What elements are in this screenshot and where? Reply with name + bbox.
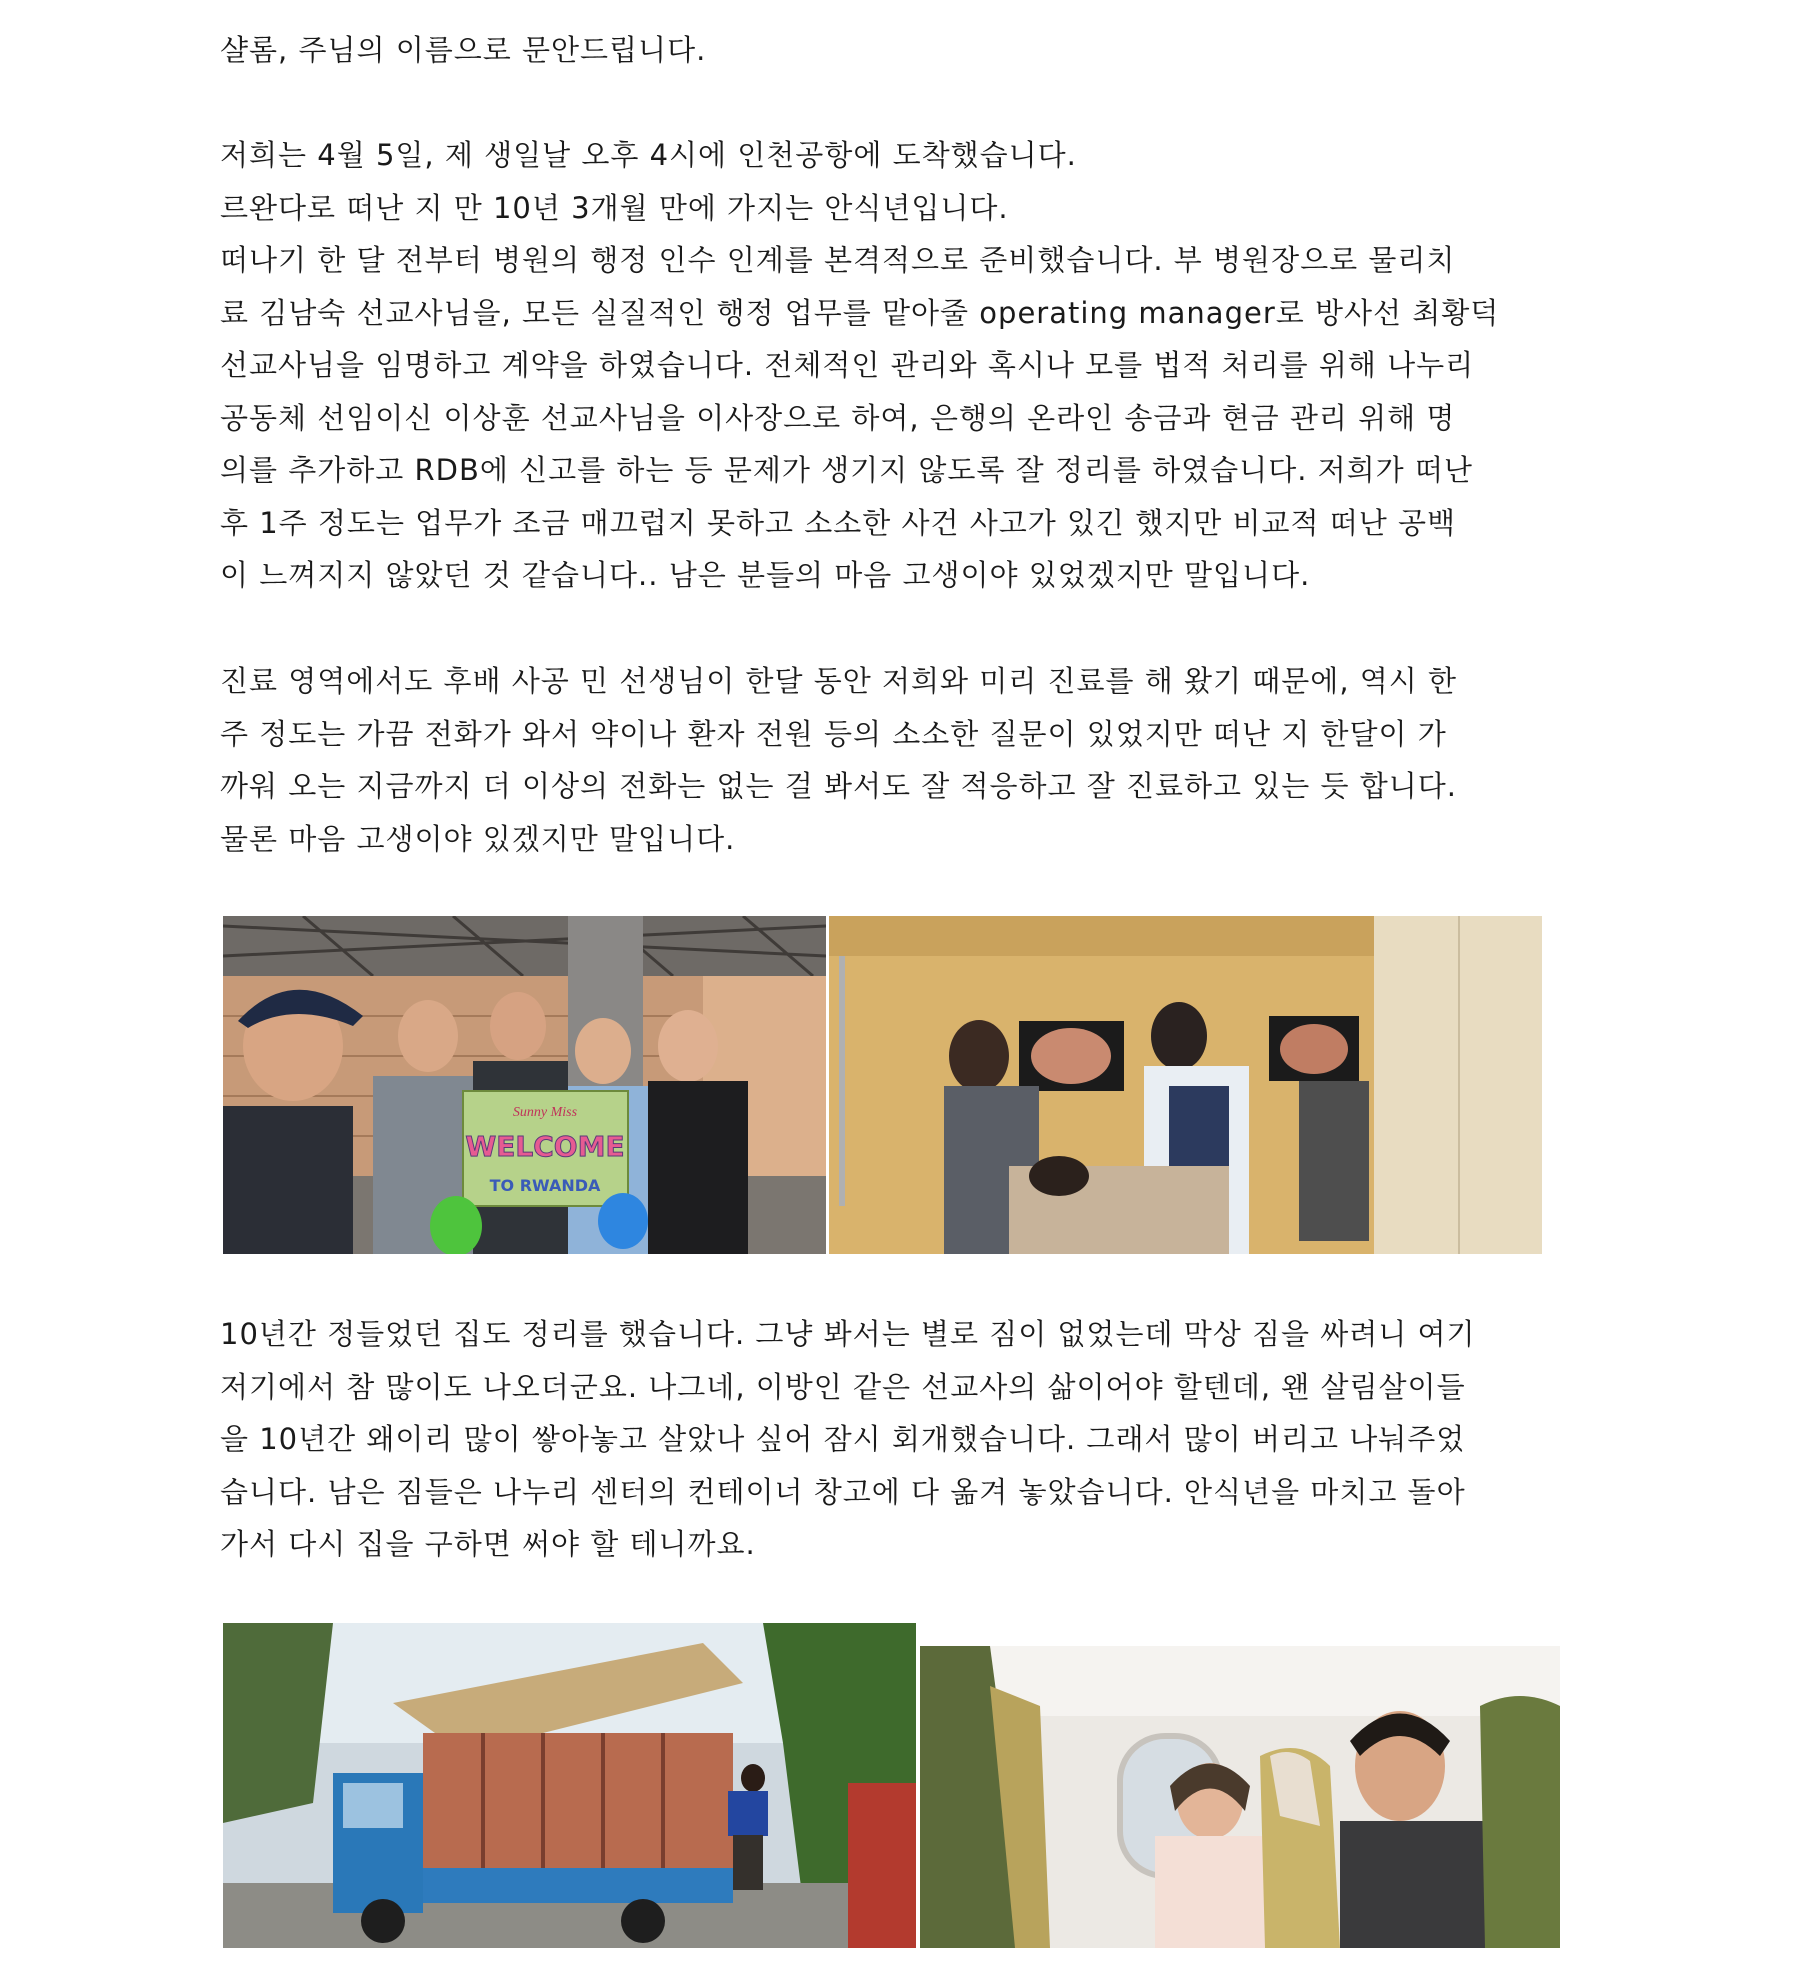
text-line: 료 김남숙 선교사님을, 모든 실질적인 행정 업무를 맡아줄 operating manager로 방사선 최황덕 <box>220 295 1500 330</box>
text-line: 가서 다시 집을 구하면 써야 할 테니까요. <box>220 1527 756 1561</box>
sign-rwanda: TO RWANDA <box>489 1176 601 1195</box>
sign-subtitle: Sunny Miss <box>512 1105 578 1120</box>
text-line: 10년간 정들었던 집도 정리를 했습니다. 그냥 봐서는 별로 짐이 없었는데 막상 짐을 싸려니 여기 <box>220 1317 1476 1351</box>
text-line: 선교사님을 임명하고 계약을 하였습니다. 전체적인 관리와 혹시나 모를 법적 처리를 위해 나누리 <box>220 348 1475 382</box>
text-line: 떠나기 한 달 전부터 병원의 행정 인수 인계를 본격적으로 준비했습니다. 부 병원장으로 물리치 <box>220 243 1456 277</box>
endoscopy-room-photo <box>829 916 1542 1254</box>
text-line: 습니다. 남은 짐들은 나누리 센터의 컨테이너 창고에 다 옮겨 놓았습니다. 안식년을 마치고 돌아 <box>220 1474 1466 1509</box>
text-line: 물론 마음 고생이야 있겠지만 말입니다. <box>220 821 736 856</box>
text-line: 저희는 4월 5일, 제 생일날 오후 4시에 인천공항에 도착했습니다. <box>220 138 1077 172</box>
text-line: 을 10년간 왜이리 많이 쌓아놓고 살았나 싶어 잠시 회개했습니다. 그래서 많이 버리고 나눠주었 <box>220 1422 1466 1456</box>
text-line: 르완다로 떠난 지 만 10년 3개월 만에 가지는 안식년입니다. <box>220 190 1009 225</box>
sign-welcome: WELCOME <box>465 1130 625 1163</box>
paragraph-house <box>220 1308 1588 1571</box>
text-line: 의를 추가하고 RDB에 신고를 하는 등 문제가 생기지 않도록 잘 정리를 하였습니다. 저희가 떠난 <box>220 453 1473 487</box>
text-line: 후 1주 정도는 업무가 조금 매끄럽지 못하고 소소한 사건 사고가 있긴 했지만 비교적 떠난 공백 <box>220 505 1457 540</box>
greeting-text: 샬롬, 주님의 이름으로 문안드립니다. <box>220 33 707 67</box>
paragraph-clinic <box>220 655 1588 865</box>
airplane-couple-photo <box>920 1646 1560 1948</box>
text-line: 이 느껴지지 않았던 것 같습니다.. 남은 분들의 마음 고생이야 있었겠지만 말입니다. <box>220 558 1311 592</box>
moving-truck-photo <box>223 1623 916 1948</box>
text-line: 주 정도는 가끔 전화가 와서 약이나 환자 전원 등의 소소한 질문이 있었지만 떠난 지 한달이 가 <box>220 716 1447 751</box>
text-line: 저기에서 참 많이도 나오더군요. 나그네, 이방인 같은 선교사의 삶이어야 할텐데, 왠 살림살이들 <box>220 1369 1466 1404</box>
text-line: 공동체 선임이신 이상훈 선교사님을 이사장으로 하여, 은행의 온라인 송금과 현금 관리 위해 명 <box>220 400 1456 435</box>
paragraph-departure <box>220 129 1588 602</box>
text-line: 진료 영역에서도 후배 사공 민 선생님이 한달 동안 저희와 미리 진료를 해 왔기 때문에, 역시 한 <box>220 664 1458 698</box>
welcome-group-photo <box>223 916 826 1254</box>
text-line: 까워 오는 지금까지 더 이상의 전화는 없는 걸 봐서도 잘 적응하고 잘 진료하고 있는 듯 합니다. <box>220 769 1458 803</box>
